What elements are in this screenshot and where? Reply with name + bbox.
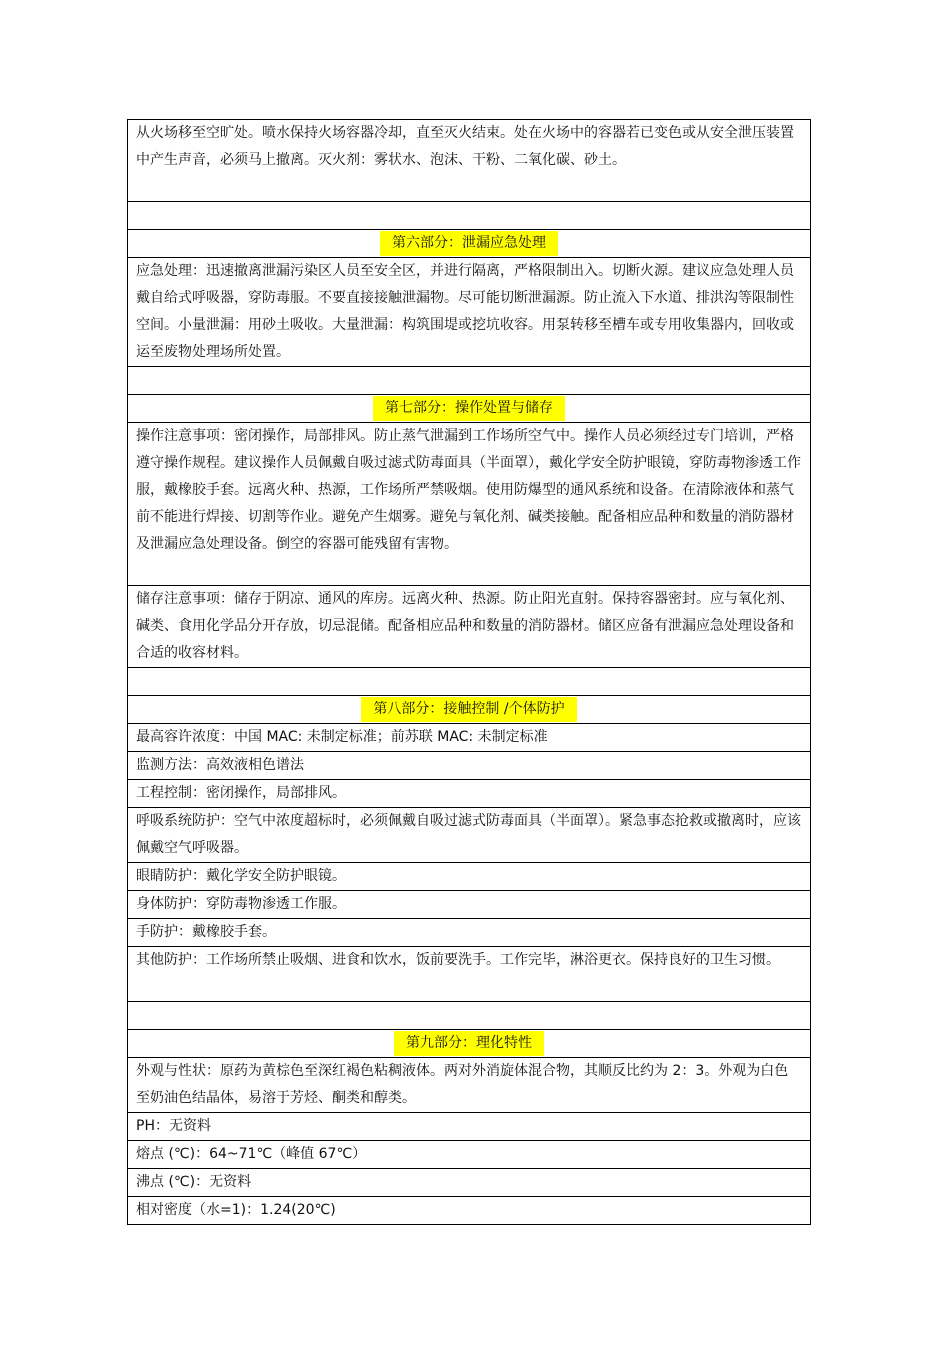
storage-precautions-text: 储存注意事项：储存于阴凉、通风的库房。远离火种、热源。防止阳光直射。保持容器密封。应与氧化剂、碱类、食用化学品分开存放，切忌混储。配备相应品种和数量的消防器材。储区应备有泄漏应急处理设备和合适的收容材料。 bbox=[128, 586, 811, 668]
section-6-title: 第六部分：泄漏应急处理 bbox=[380, 231, 558, 256]
relative-density-text: 相对密度（水=1)：1.24(20℃) bbox=[128, 1197, 811, 1225]
firefighting-text: 从火场移至空旷处。喷水保持火场容器冷却，直至灭火结束。处在火场中的容器若已变色或从安全泄压装置中产生声音，必须马上撤离。灭火剂：雾状水、泡沫、干粉、二氧化碳、砂土。 bbox=[128, 120, 811, 202]
monitoring-method-text: 监测方法：高效液相色谱法 bbox=[128, 752, 811, 780]
spacer-row bbox=[128, 668, 811, 696]
section-9-title: 第九部分：理化特性 bbox=[394, 1031, 544, 1056]
section-7-header bbox=[128, 395, 811, 423]
msds-table bbox=[127, 119, 811, 1225]
section-6-header bbox=[128, 230, 811, 258]
spacer-row bbox=[128, 202, 811, 230]
hand-protection-text: 手防护：戴橡胶手套。 bbox=[128, 919, 811, 947]
engineering-control-text: 工程控制：密闭操作，局部排风。 bbox=[128, 780, 811, 808]
spacer-row bbox=[128, 1002, 811, 1030]
respiratory-protection-text: 呼吸系统防护：空气中浓度超标时，必须佩戴自吸过滤式防毒面具（半面罩）。紧急事态抢救或撤离时，应该佩戴空气呼吸器。 bbox=[128, 808, 811, 863]
eye-protection-text: 眼睛防护：戴化学安全防护眼镜。 bbox=[128, 863, 811, 891]
section-9-header bbox=[128, 1030, 811, 1058]
appearance-text: 外观与性状：原药为黄棕色至深红褐色粘稠液体。两对外消旋体混合物，其顺反比约为 2：3。外观为白色至奶油色结晶体，易溶于芳烃、酮类和醇类。 bbox=[128, 1058, 811, 1113]
boiling-point-text: 沸点 (℃)：无资料 bbox=[128, 1169, 811, 1197]
max-concentration-text: 最高容许浓度：中国 MAC: 未制定标准；前苏联 MAC: 未制定标准 bbox=[128, 724, 811, 752]
melting-point-text: 熔点 (℃)：64~71℃（峰值 67℃） bbox=[128, 1141, 811, 1169]
ph-text: PH：无资料 bbox=[128, 1113, 811, 1141]
section-8-title: 第八部分：接触控制 /个体防护 bbox=[361, 697, 576, 722]
spacer-row bbox=[128, 367, 811, 395]
emergency-response-text: 应急处理：迅速撤离泄漏污染区人员至安全区，并进行隔离，严格限制出入。切断火源。建议应急处理人员戴自给式呼吸器，穿防毒服。不要直接接触泄漏物。尽可能切断泄漏源。防止流入下水道、排洪沟等限制性空间。小量泄漏：用砂土吸收。大量泄漏：构筑围堤或挖坑收容。用泵转移至槽车或专用收集器内，回收或运至废物处理场所处置。 bbox=[128, 258, 811, 367]
handling-precautions-text: 操作注意事项：密闭操作，局部排风。防止蒸气泄漏到工作场所空气中。操作人员必须经过专门培训，严格遵守操作规程。建议操作人员佩戴自吸过滤式防毒面具（半面罩），戴化学安全防护眼镜，穿防毒物渗透工作服，戴橡胶手套。远离火种、热源，工作场所严禁吸烟。使用防爆型的通风系统和设备。在清除液体和蒸气前不能进行焊接、切割等作业。避免产生烟雾。避免与氧化剂、碱类接触。配备相应品种和数量的消防器材及泄漏应急处理设备。倒空的容器可能残留有害物。 bbox=[128, 423, 811, 586]
other-protection-text: 其他防护：工作场所禁止吸烟、进食和饮水，饭前要洗手。工作完毕，淋浴更衣。保持良好的卫生习惯。 bbox=[128, 947, 811, 1002]
section-8-header bbox=[128, 696, 811, 724]
section-7-title: 第七部分：操作处置与储存 bbox=[373, 396, 565, 421]
body-protection-text: 身体防护：穿防毒物渗透工作服。 bbox=[128, 891, 811, 919]
